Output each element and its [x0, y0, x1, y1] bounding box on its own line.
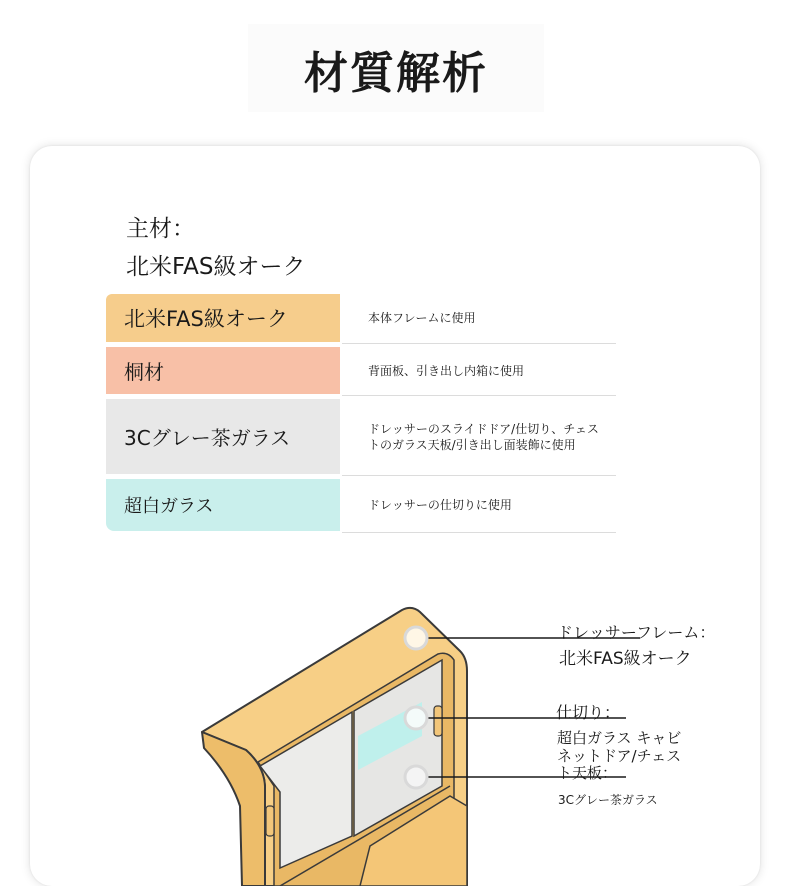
- material-name: 3Cグレー茶ガラス: [106, 399, 340, 474]
- material-usage: 本体フレームに使用: [368, 311, 476, 325]
- frame-marker: [405, 627, 427, 649]
- frame-callout-value: 北米FAS級オーク: [559, 649, 692, 669]
- dresser-illustration: [30, 146, 760, 886]
- glass-callout-value: 3Cグレー茶ガラス: [558, 793, 658, 807]
- main-material-label: 主材：: [126, 216, 195, 242]
- material-usage: ドレッサーの仕切りに使用: [368, 498, 512, 512]
- material-usage: ドレッサーのスライドドア/仕切り、チェストのガラス天板/引き出し面装飾に使用: [368, 421, 599, 452]
- divider-callout-line-2: ネットドア/チェス: [557, 747, 682, 765]
- material-card: [30, 146, 760, 886]
- divider-callout-line-3: ト天板：: [557, 764, 618, 782]
- material-name: 桐材: [106, 347, 340, 394]
- divider-callout-label: 仕切り：: [556, 703, 621, 722]
- material-name: 北米FAS級オーク: [106, 294, 340, 342]
- main-material-value: 北米FAS級オーク: [126, 254, 306, 280]
- door-handle-right: [434, 706, 442, 736]
- divider-marker: [405, 707, 427, 729]
- glass-marker: [405, 766, 427, 788]
- page-title: 材質解析: [248, 24, 544, 112]
- material-usage: 背面板、引き出し内箱に使用: [368, 363, 525, 378]
- material-name: 超白ガラス: [106, 479, 340, 531]
- door-handle-left: [266, 806, 274, 836]
- frame-callout-label: ドレッサーフレーム：: [557, 623, 716, 642]
- divider-callout-line-1: 超白ガラス キャビ: [557, 729, 682, 747]
